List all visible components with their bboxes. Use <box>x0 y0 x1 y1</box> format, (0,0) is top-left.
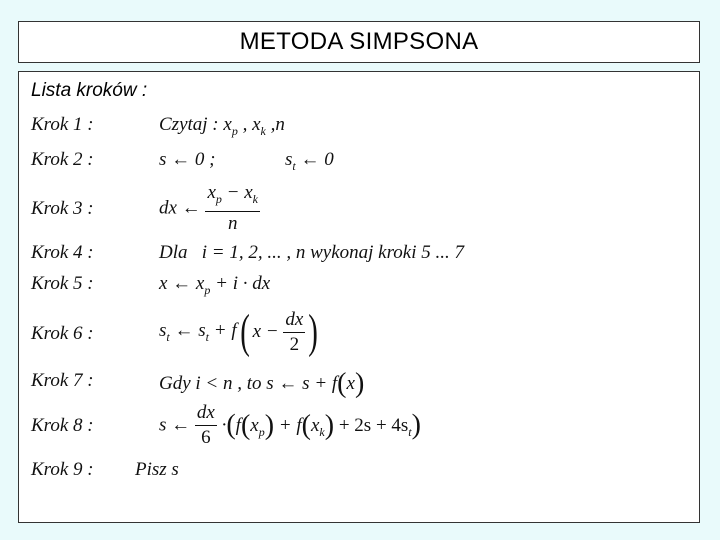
step-label-3: Krok 3 : <box>31 198 94 219</box>
step-label-5: Krok 5 : <box>31 273 94 294</box>
formula-step-4: Dla i = 1, 2, ... , n wykonaj kroki 5 ... 7 <box>159 242 465 263</box>
step-label-4: Krok 4 : <box>31 242 94 263</box>
formula-step-5: x ← $x_p + i$ · dx <box>159 273 271 297</box>
page-title: METODA SIMPSONA <box>239 28 479 55</box>
content-box <box>18 71 700 523</box>
formula-step-2b: $s_t$ ← 0 <box>285 149 334 173</box>
step-label-7: Krok 7 : <box>31 370 94 391</box>
formula-step-3: dx ← $\frac{x_p - x_k}{n}$ <box>159 182 258 234</box>
step-label-2: Krok 2 : <box>31 149 94 170</box>
title-box <box>18 21 700 63</box>
formula-step-6: $s_t$ ← $s_t + f$( x − $\frac{dx}{2}$ ) <box>159 305 319 358</box>
formula-step-8: s ← $\frac{dx}{6}$ $\cdot(f(x_p) + f(x_k) + 2s + 4s_t)$ <box>159 402 421 448</box>
steps-heading: Lista kroków : <box>31 80 148 101</box>
formula-step-2a: s ← 0 ; <box>159 149 216 170</box>
formula-step-9: Pisz s <box>135 459 179 480</box>
step-label-1: Krok 1 : <box>31 114 94 135</box>
step-label-6: Krok 6 : <box>31 323 94 344</box>
formula-step-1: Czytaj : $x_p$ , $x_k$ ,n <box>159 114 285 138</box>
step-label-9: Krok 9 : <box>31 459 94 480</box>
formula-step-7: Gdy i < n , to s ← s + f(x) <box>159 368 365 399</box>
step-label-8: Krok 8 : <box>31 415 94 436</box>
